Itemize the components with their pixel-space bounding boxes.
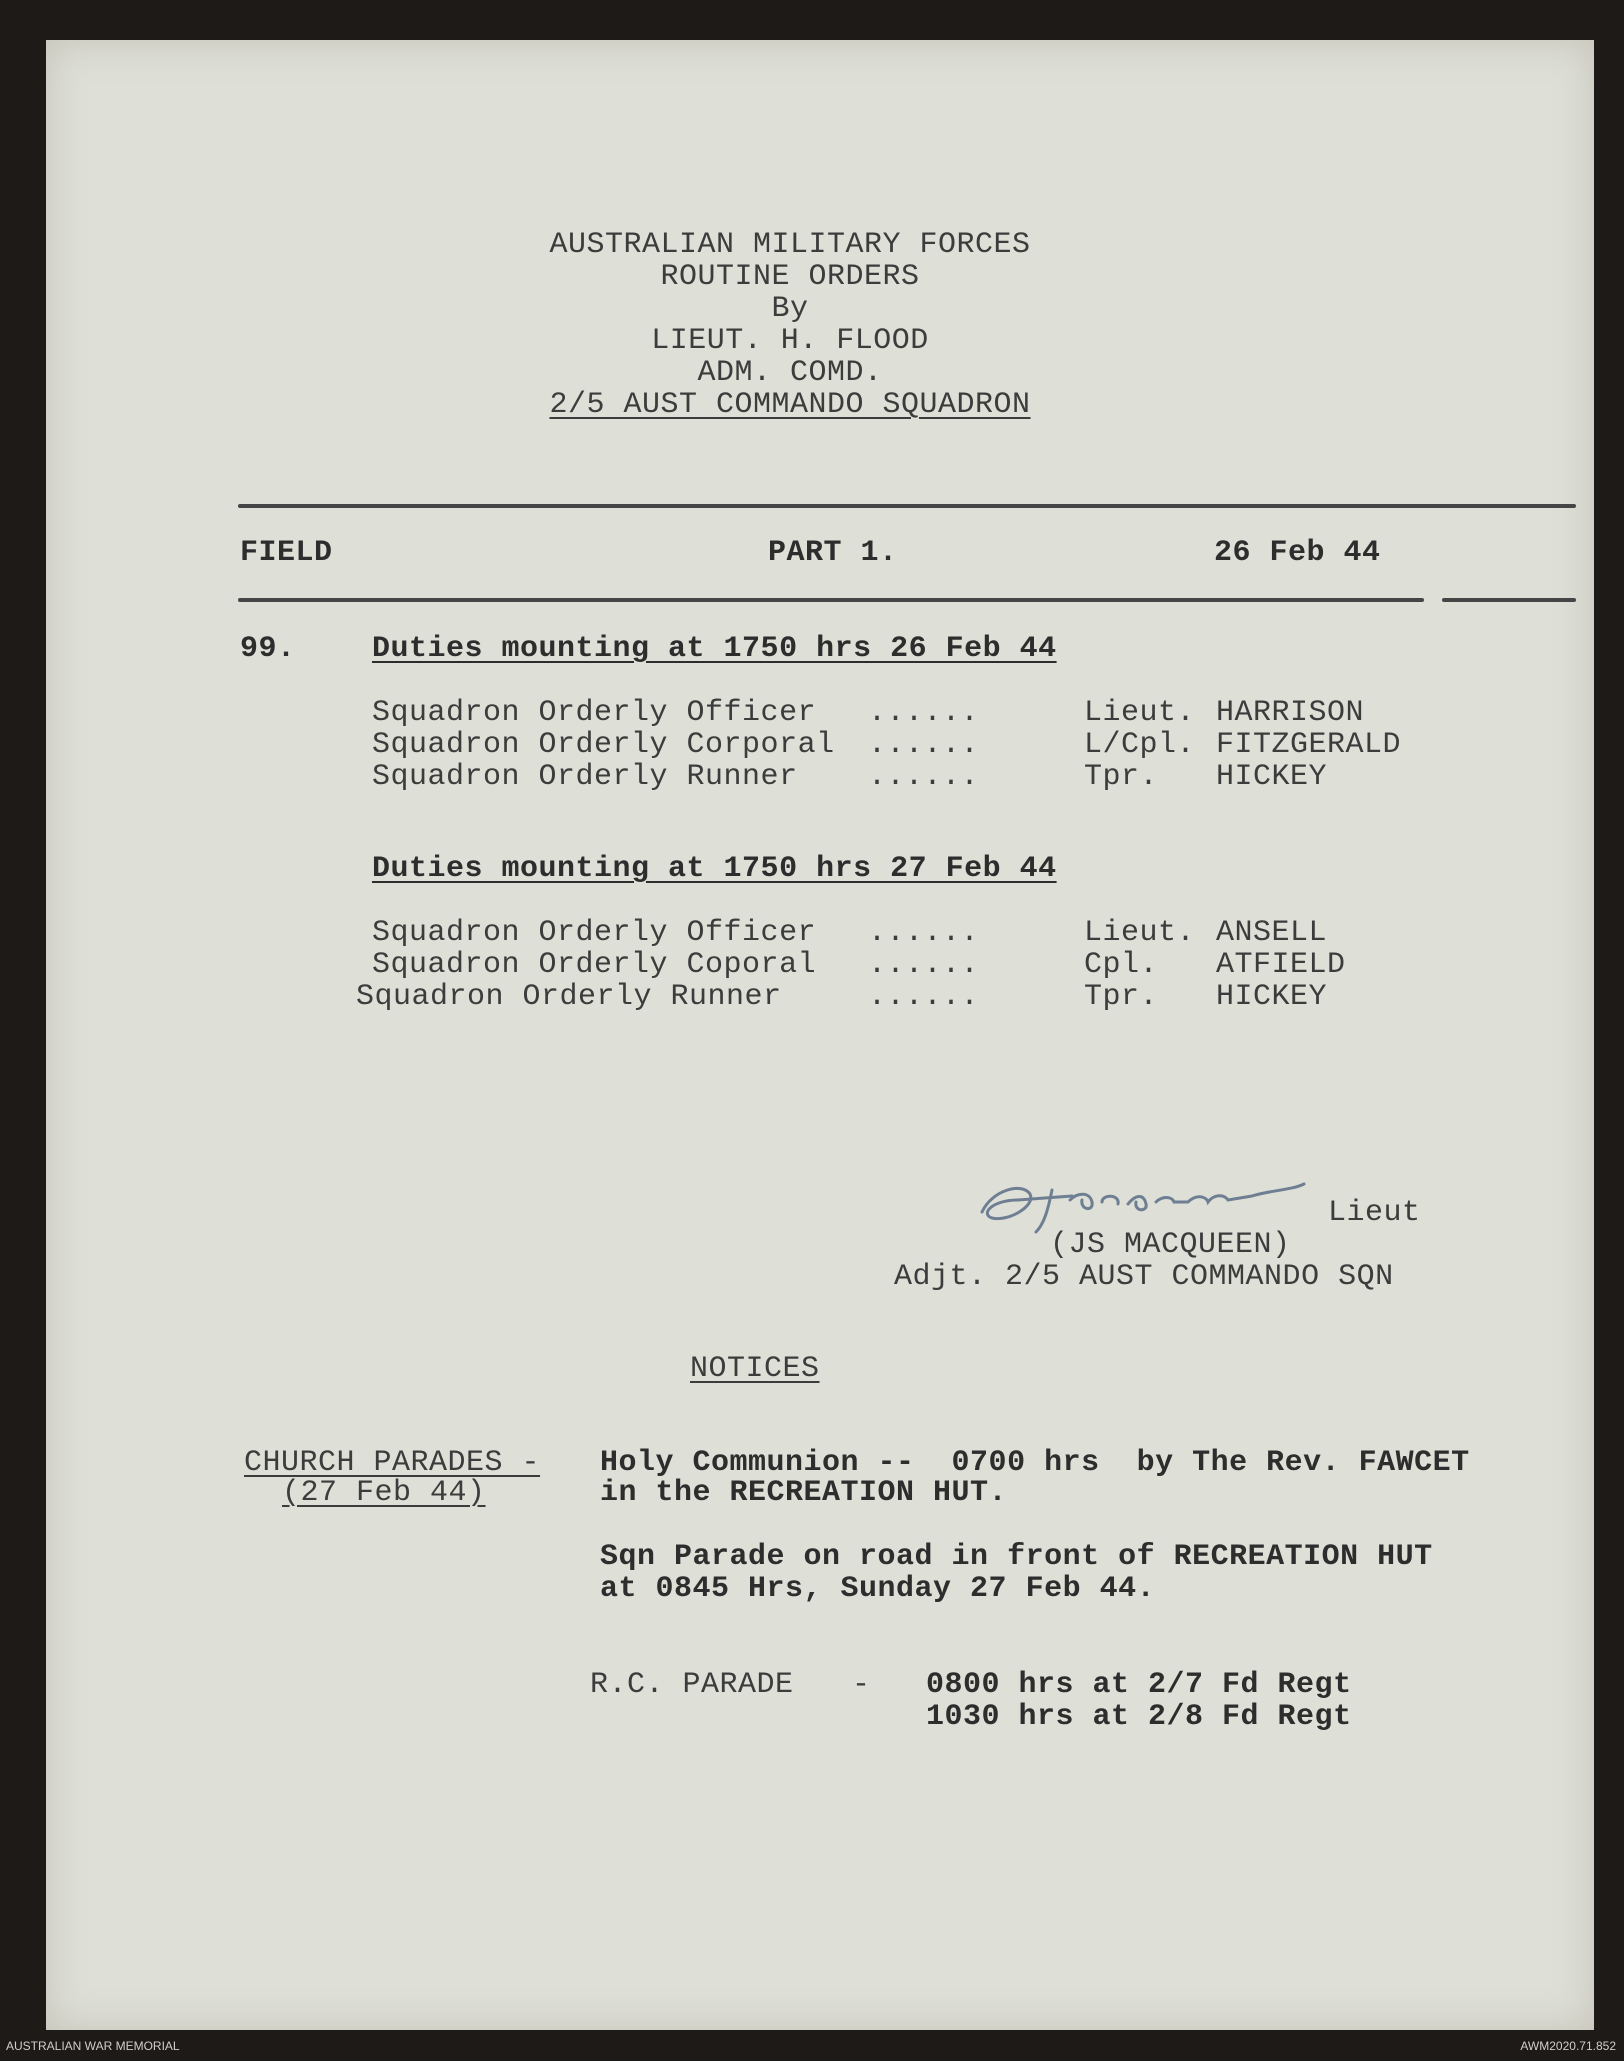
section-2-heading: Duties mounting at 1750 hrs 27 Feb 44 bbox=[372, 852, 1057, 886]
part-field-label: FIELD bbox=[240, 536, 333, 570]
signatory-rank: Lieut bbox=[1328, 1196, 1421, 1230]
duty-row-2-role: Squadron Orderly Corporal bbox=[372, 728, 835, 762]
duty-row-5-name: ATFIELD bbox=[1216, 948, 1346, 982]
duty-row-3-dots: ...... bbox=[868, 760, 980, 794]
duty-row-1-rank: Lieut. bbox=[1084, 696, 1196, 730]
communion-line-2: in the RECREATION HUT. bbox=[600, 1476, 1008, 1510]
order-number: 99. bbox=[240, 632, 296, 666]
duty-row-5-dots: ...... bbox=[868, 948, 980, 982]
header-line-4: LIEUT. H. FLOOD bbox=[651, 324, 929, 358]
part-number: PART 1. bbox=[768, 536, 898, 570]
duty-row-3-rank: Tpr. bbox=[1084, 760, 1159, 794]
duty-row-2-rank: L/Cpl. bbox=[1084, 728, 1196, 762]
bottom-rule-right bbox=[1442, 598, 1576, 602]
signatory-title: Adjt. 2/5 AUST COMMANDO SQN bbox=[894, 1260, 1394, 1294]
rc-parade-label: R.C. PARADE bbox=[590, 1668, 794, 1702]
duty-row-6-name: HICKEY bbox=[1216, 980, 1328, 1014]
part-date: 26 Feb 44 bbox=[1214, 536, 1381, 570]
duty-row-6-rank: Tpr. bbox=[1084, 980, 1159, 1014]
duty-row-3-name: HICKEY bbox=[1216, 760, 1328, 794]
header-line-5: ADM. COMD. bbox=[697, 356, 883, 390]
header-unit-title: 2/5 AUST COMMANDO SQUADRON bbox=[549, 388, 1031, 422]
top-rule bbox=[238, 504, 1576, 508]
rc-parade-line-1: 0800 hrs at 2/7 Fd Regt bbox=[926, 1668, 1352, 1702]
rc-parade-line-2: 1030 hrs at 2/8 Fd Regt bbox=[926, 1700, 1352, 1734]
notices-heading: NOTICES bbox=[690, 1352, 820, 1386]
duty-row-2-dots: ...... bbox=[868, 728, 980, 762]
sqn-parade-line-1: Sqn Parade on road in front of RECREATION HUT bbox=[600, 1540, 1433, 1574]
duty-row-4-rank: Lieut. bbox=[1084, 916, 1196, 950]
duty-row-4-name: ANSELL bbox=[1216, 916, 1328, 950]
bottom-rule-left bbox=[238, 598, 1424, 602]
duty-row-1-name: HARRISON bbox=[1216, 696, 1365, 730]
duty-row-2-name: FITZGERALD bbox=[1216, 728, 1402, 762]
header-line-3: By bbox=[771, 292, 809, 326]
signatory-name: (JS MACQUEEN) bbox=[1050, 1228, 1291, 1262]
duty-row-5-rank: Cpl. bbox=[1084, 948, 1159, 982]
sqn-parade-line-2: at 0845 Hrs, Sunday 27 Feb 44. bbox=[600, 1572, 1156, 1606]
archive-reference: AWM2020.71.852 bbox=[1520, 2039, 1616, 2053]
duty-row-6-role: Squadron Orderly Runner bbox=[356, 980, 782, 1014]
duty-row-1-role: Squadron Orderly Officer bbox=[372, 696, 817, 730]
archive-credit: AUSTRALIAN WAR MEMORIAL bbox=[6, 2039, 180, 2053]
rc-parade-dash: - bbox=[852, 1668, 871, 1702]
duty-row-6-dots: ...... bbox=[868, 980, 980, 1014]
communion-line-1: Holy Communion -- 0700 hrs by The Rev. FAWCET bbox=[600, 1446, 1470, 1480]
section-1-heading: Duties mounting at 1750 hrs 26 Feb 44 bbox=[372, 632, 1057, 666]
duty-row-4-dots: ...... bbox=[868, 916, 980, 950]
duty-row-1-dots: ...... bbox=[868, 696, 980, 730]
church-parades-date: (27 Feb 44) bbox=[282, 1476, 486, 1510]
church-parades-label: CHURCH PARADES - bbox=[244, 1446, 541, 1480]
duty-row-5-role: Squadron Orderly Coporal bbox=[372, 948, 817, 982]
header-line-2: ROUTINE ORDERS bbox=[660, 260, 920, 294]
duty-row-3-role: Squadron Orderly Runner bbox=[372, 760, 798, 794]
header-line-1: AUSTRALIAN MILITARY FORCES bbox=[549, 228, 1031, 262]
duty-row-4-role: Squadron Orderly Officer bbox=[372, 916, 817, 950]
